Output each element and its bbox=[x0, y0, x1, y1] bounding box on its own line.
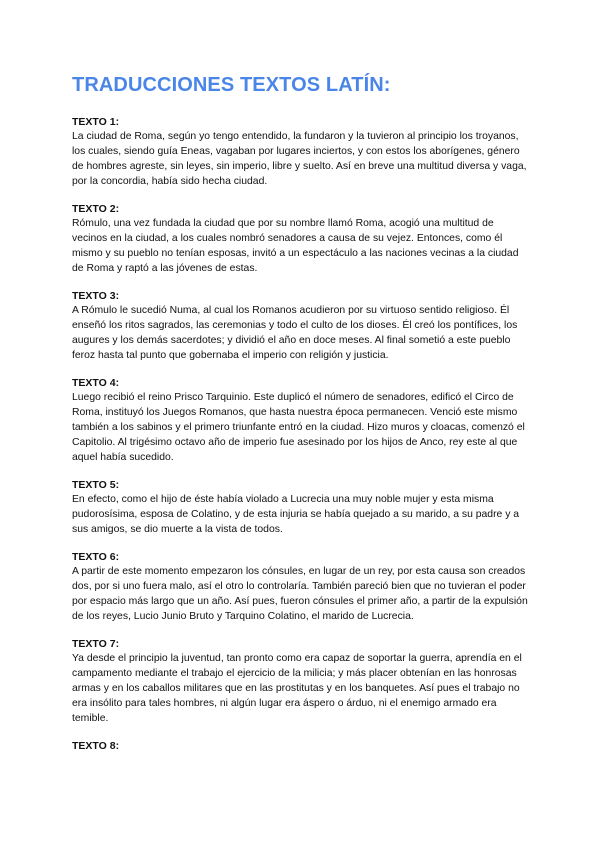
section-body: Luego recibió el reino Prisco Tarquinio. Este duplicó el número de senadores, edificó el Circo de Roma, instituyó los Juegos Romanos, que hasta nuestra época permanecen. Venció este mismo también a los sabinos y el primero triunfante entró en la ciudad. Hizo muros y cloacas, comenzó el Capitolio. Al trigésimo octavo año de imperio fue asesinado por los hijos de Anco, rey este al que aquel había sucedido. bbox=[72, 392, 525, 463]
document-title: TRADUCCIONES TEXTOS LATÍN: bbox=[72, 74, 391, 96]
text-section bbox=[72, 638, 550, 726]
text-section bbox=[72, 116, 550, 189]
section-heading: TEXTO 2: bbox=[72, 203, 120, 215]
section-heading: TEXTO 8: bbox=[72, 740, 120, 752]
section-body: A partir de este momento empezaron los cónsules, en lugar de un rey, por esta causa son creados dos, por si uno fuera malo, así el otro lo controlaría. También pareció bien que no tuvieran el poder por espacio más largo que un año. Así pues, fueron cónsules el primer año, a partir de la expulsión de los reyes, Lucio Junio Bruto y Tarquino Colatino, el marido de Lucrecia. bbox=[72, 566, 528, 622]
section-heading: TEXTO 3: bbox=[72, 290, 120, 302]
text-section bbox=[72, 203, 550, 276]
section-body: Ya desde el principio la juventud, tan pronto como era capaz de soportar la guerra, aprendía en el campamento mediante el trabajo el ejercicio de la milicia; y más placer obtenían en las honrosas armas y en los caballos militares que en las prostitutas y en los banquetes. Así pues el trabajo no era insólito para tales hombres, ni algún lugar era áspero o árduo, ni el enemigo armado era temible. bbox=[72, 653, 522, 724]
text-section bbox=[72, 479, 550, 537]
text-section bbox=[72, 740, 550, 753]
section-heading: TEXTO 5: bbox=[72, 479, 120, 491]
section-body: En efecto, como el hijo de éste había violado a Lucrecia una muy noble mujer y esta misma pudorosísima, esposa de Colatino, y de esta injuria se había quejado a su marido, a su padre y a sus amigos, se dio muerte a la vista de todos. bbox=[72, 494, 520, 535]
section-heading: TEXTO 4: bbox=[72, 377, 120, 389]
text-section bbox=[72, 551, 550, 624]
section-body: La ciudad de Roma, según yo tengo entendido, la fundaron y la tuvieron al principio los troyanos, los cuales, siendo guía Eneas, vagaban por lugares inciertos, y con estos los aborígenes, género de hombres agreste, sin leyes, sin imperio, libre y suelto. Así en breve una multitud diversa y vaga, por la concordia, había sido hecha ciudad. bbox=[72, 131, 527, 187]
section-heading: TEXTO 7: bbox=[72, 638, 120, 650]
text-section bbox=[72, 377, 550, 465]
section-body: Rómulo, una vez fundada la ciudad que por su nombre llamó Roma, acogió una multitud de vecinos en la ciudad, a los cuales nombró senadores a causa de su vejez. Entonces, como él mismo y su pueblo no tenían esposas, invitó a un espectáculo a las naciones vecinas a la ciudad de Roma y raptó a las jóvenes de estas. bbox=[72, 218, 519, 274]
section-heading: TEXTO 1: bbox=[72, 116, 120, 128]
section-body: A Rómulo le sucedió Numa, al cual los Romanos acudieron por su virtuoso sentido religioso. Él enseñó los ritos sagrados, las ceremonias y todo el culto de los dioses. Él creó los pontífices, los augures y los demás sacerdotes; y dividió el año en doce meses. Al final sometió a este pueblo feroz hasta tal punto que gobernaba el imperio con religión y justicia. bbox=[72, 305, 518, 361]
text-section bbox=[72, 290, 550, 363]
section-heading: TEXTO 6: bbox=[72, 551, 120, 563]
